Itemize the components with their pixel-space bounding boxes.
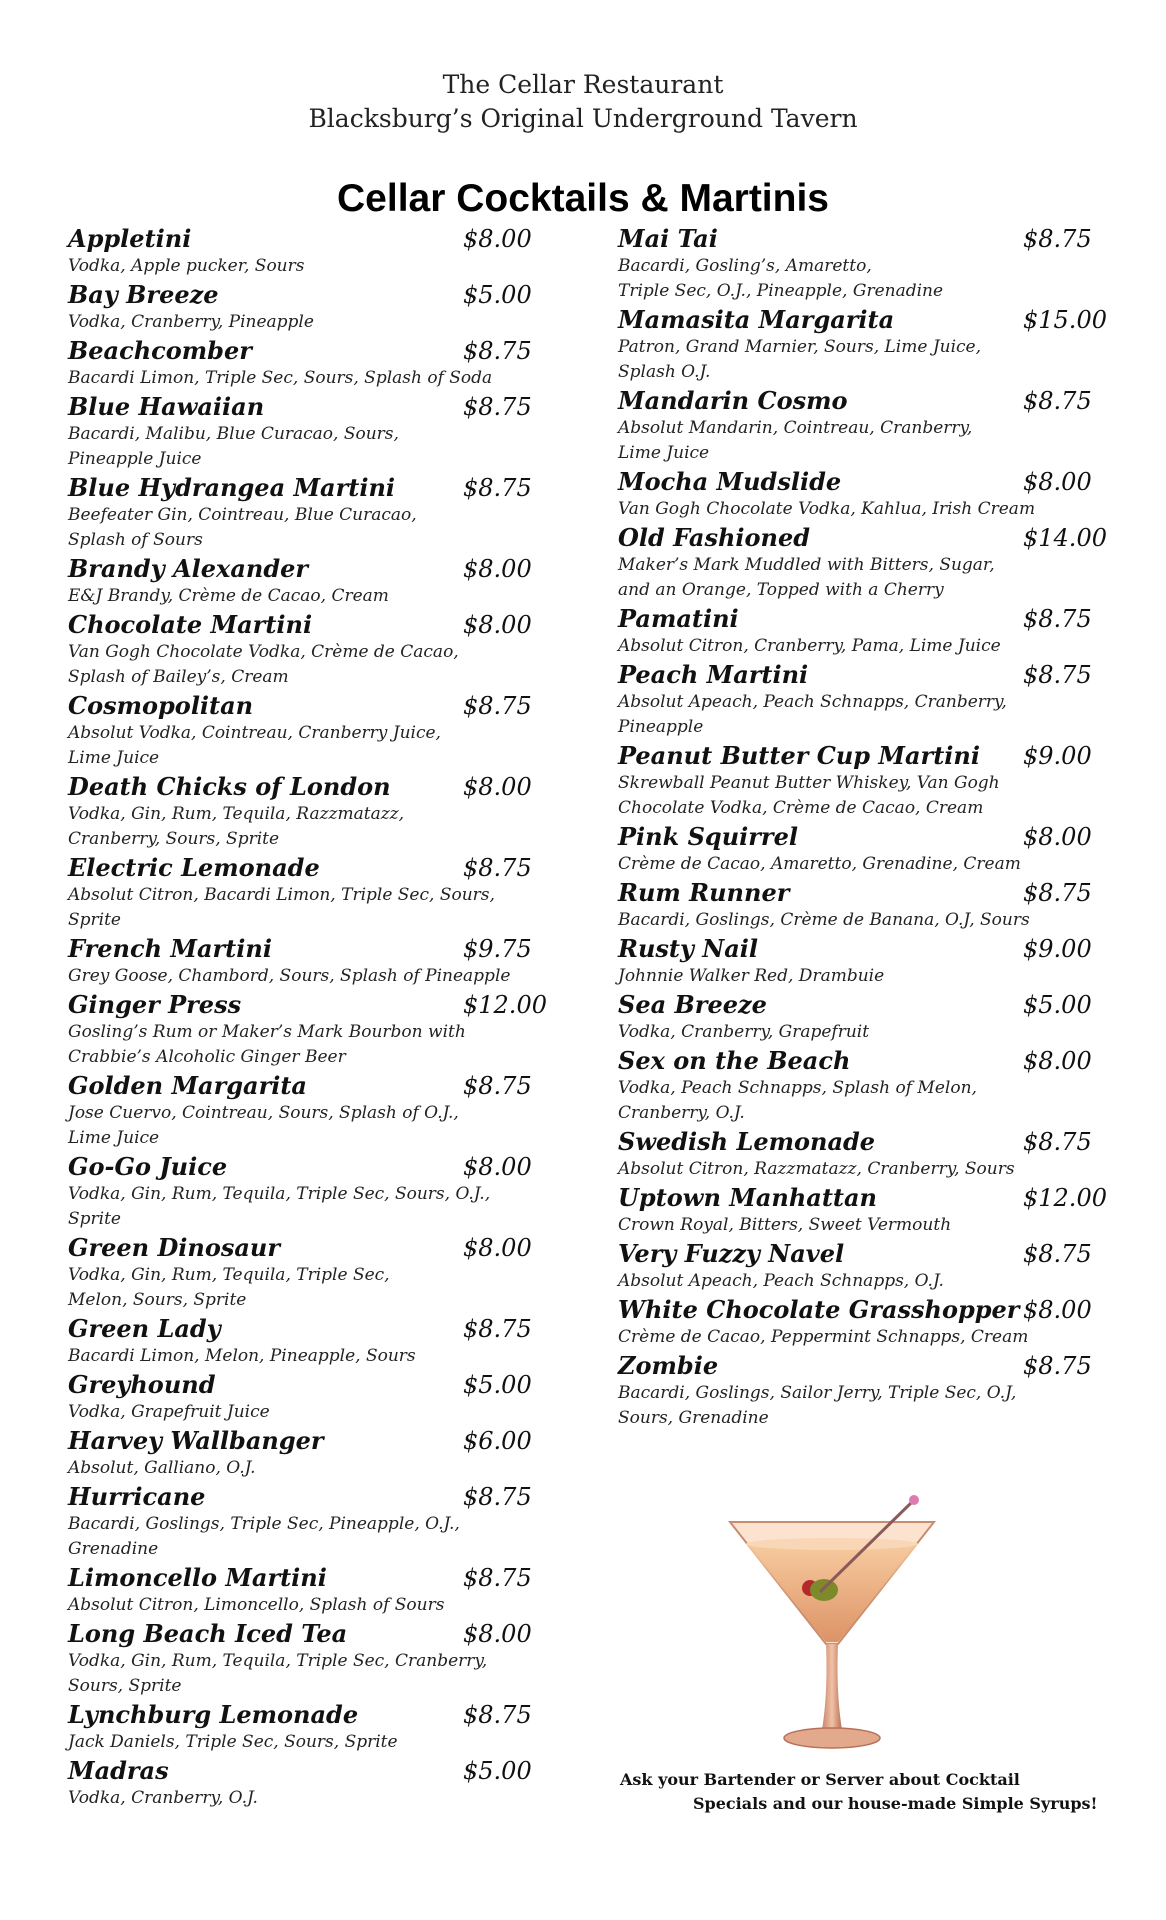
cocktail-name: Uptown Manhattan: [618, 1183, 878, 1212]
cocktail-item: [68, 1071, 548, 1151]
cocktail-ingredients: Johnnie Walker Red, Drambuie: [618, 966, 885, 986]
restaurant-name: The Cellar Restaurant: [442, 70, 724, 99]
cocktail-header: [68, 1071, 548, 1101]
cocktail-item: [68, 1426, 548, 1481]
cocktail-header: [618, 224, 1108, 254]
cocktail-ingredients: Jack Daniels, Triple Sec, Sours, Sprite: [68, 1732, 398, 1752]
cocktail-name: Green Lady: [68, 1314, 221, 1343]
cocktail-header: [68, 990, 548, 1020]
cocktail-ingredients: Vodka, Grapefruit Juice: [68, 1402, 270, 1422]
cocktail-header: [68, 772, 548, 802]
cocktail-price: $8.00: [463, 555, 532, 583]
cocktail-name: Blue Hawaiian: [68, 392, 265, 421]
cocktail-name: Rum Runner: [618, 878, 790, 907]
cocktail-price: $8.75: [1023, 1128, 1092, 1156]
cocktail-item: [618, 1351, 1108, 1431]
cocktail-name: Very Fuzzy Navel: [618, 1239, 845, 1268]
cocktail-header: [68, 1152, 548, 1182]
cocktail-price: $8.75: [463, 1315, 532, 1343]
cocktail-name: Pink Squirrel: [618, 822, 798, 851]
cocktail-header: [68, 1426, 548, 1456]
cocktail-ingredients: Vodka, Peach Schnapps, Splash of Melon, Cranberry, O.J.: [618, 1078, 977, 1123]
cocktail-header: [68, 610, 548, 640]
cocktail-price: $15.00: [1023, 306, 1107, 334]
cocktail-name: Appletini: [68, 224, 192, 253]
cocktail-name: Sex on the Beach: [618, 1046, 851, 1075]
cocktail-ingredients: Vodka, Gin, Rum, Tequila, Triple Sec, Cranberry, Sours, Sprite: [68, 1651, 488, 1696]
cocktail-header: [618, 305, 1108, 335]
cocktail-price: $8.75: [1023, 605, 1092, 633]
cocktail-ingredients: Vodka, Apple pucker, Sours: [68, 256, 305, 276]
cocktail-header: [618, 467, 1108, 497]
cocktail-price: $14.00: [1023, 524, 1107, 552]
cocktail-ingredients: Crown Royal, Bitters, Sweet Vermouth: [618, 1215, 952, 1235]
cocktail-header: [68, 473, 548, 503]
cocktail-item: [618, 1295, 1108, 1350]
cocktail-price: $8.00: [1023, 1047, 1092, 1075]
cocktail-item: [68, 1152, 548, 1232]
cocktail-item: [68, 990, 548, 1070]
cocktail-item: [618, 467, 1108, 522]
menu-title: Cellar Cocktails & Martinis: [337, 177, 829, 220]
cocktail-ingredients: Beefeater Gin, Cointreau, Blue Curacao, Splash of Sours: [68, 505, 417, 550]
cocktail-price: $8.00: [1023, 823, 1092, 851]
cocktail-price: $8.00: [463, 773, 532, 801]
cocktail-name: Peanut Butter Cup Martini: [618, 741, 980, 770]
cocktail-item: [68, 224, 548, 279]
cocktail-name: Go-Go Juice: [68, 1152, 228, 1181]
martini-glass-icon: [712, 1492, 952, 1760]
cocktail-header: [68, 336, 548, 366]
cocktail-ingredients: Crème de Cacao, Amaretto, Grenadine, Cream: [618, 854, 1021, 874]
cocktail-price: $8.75: [463, 1701, 532, 1729]
cocktail-name: Chocolate Martini: [68, 610, 313, 639]
cocktail-name: Green Dinosaur: [68, 1233, 281, 1262]
cocktail-price: $12.00: [1023, 1184, 1107, 1212]
cocktail-item: [618, 1239, 1108, 1294]
cocktail-item: [68, 1563, 548, 1618]
cocktail-price: $8.75: [463, 1564, 532, 1592]
cocktail-ingredients: Absolut Citron, Limoncello, Splash of Sours: [68, 1595, 445, 1615]
cocktail-ingredients: Absolut Citron, Cranberry, Pama, Lime Juice: [618, 636, 1001, 656]
cocktail-name: Limoncello Martini: [68, 1563, 327, 1592]
cocktail-item: [68, 392, 548, 472]
cocktail-ingredients: Vodka, Cranberry, Pineapple: [68, 312, 314, 332]
cocktail-item: [68, 473, 548, 553]
cocktail-item: [68, 934, 548, 989]
cocktail-name: Pamatini: [618, 604, 739, 633]
cocktail-name: Mandarin Cosmo: [618, 386, 848, 415]
cocktail-header: [618, 878, 1108, 908]
cocktail-header: [618, 660, 1108, 690]
cocktail-name: Mocha Mudslide: [618, 467, 842, 496]
cocktail-price: $8.75: [463, 1072, 532, 1100]
cocktail-item: [68, 1756, 548, 1811]
cocktail-ingredients: Jose Cuervo, Cointreau, Sours, Splash of O.J., Lime Juice: [68, 1103, 459, 1148]
cocktail-header: [68, 691, 548, 721]
cocktail-name: Bay Breeze: [68, 280, 219, 309]
restaurant-tagline: Blacksburg’s Original Underground Tavern: [308, 104, 858, 133]
cocktail-price: $9.00: [1023, 935, 1092, 963]
cocktail-ingredients: Bacardi, Goslings, Sailor Jerry, Triple Sec, O.J, Sours, Grenadine: [618, 1383, 1017, 1428]
cocktail-header: [618, 523, 1108, 553]
cocktail-header: [68, 1314, 548, 1344]
cocktail-name: Greyhound: [68, 1370, 216, 1399]
cocktail-header: [618, 1351, 1108, 1381]
cocktail-price: $5.00: [1023, 991, 1092, 1019]
cocktail-item: [618, 523, 1108, 603]
cocktail-ingredients: Vodka, Gin, Rum, Tequila, Triple Sec, Sours, O.J., Sprite: [68, 1184, 491, 1229]
cocktail-item: [68, 280, 548, 335]
restaurant-header: [0, 68, 1166, 136]
cocktail-name: Sea Breeze: [618, 990, 767, 1019]
cocktail-price: $8.75: [1023, 661, 1092, 689]
cocktail-name: Beachcomber: [68, 336, 252, 365]
cocktail-header: [68, 1756, 548, 1786]
cocktail-ingredients: Bacardi, Goslings, Triple Sec, Pineapple, O.J., Grenadine: [68, 1514, 460, 1559]
cocktail-price: $8.75: [463, 337, 532, 365]
cocktail-header: [68, 1233, 548, 1263]
cocktail-price: $8.75: [1023, 225, 1092, 253]
cocktail-ingredients: Bacardi Limon, Melon, Pineapple, Sours: [68, 1346, 416, 1366]
cocktail-price: $8.75: [1023, 879, 1092, 907]
cocktail-item: [68, 1700, 548, 1755]
cocktail-price: $8.75: [463, 692, 532, 720]
cocktail-item: [618, 660, 1108, 740]
cocktail-name: Swedish Lemonade: [618, 1127, 876, 1156]
cocktail-name: Hurricane: [68, 1482, 206, 1511]
cocktail-item: [618, 386, 1108, 466]
cocktail-header: [68, 1619, 548, 1649]
cocktail-ingredients: Van Gogh Chocolate Vodka, Kahlua, Irish Cream: [618, 499, 1036, 519]
cocktail-item: [618, 224, 1108, 304]
cocktail-list-left: [68, 224, 548, 1812]
cocktail-header: [618, 386, 1108, 416]
cocktail-item: [618, 1127, 1108, 1182]
cocktail-price: $8.00: [463, 1153, 532, 1181]
cocktail-name: Brandy Alexander: [68, 554, 309, 583]
cocktail-header: [618, 934, 1108, 964]
cocktail-price: $8.00: [1023, 468, 1092, 496]
cocktail-price: $8.00: [463, 1234, 532, 1262]
cocktail-ingredients: E&J Brandy, Crème de Cacao, Cream: [68, 586, 389, 606]
cocktail-header: [68, 392, 548, 422]
cocktail-name: Electric Lemonade: [68, 853, 320, 882]
cocktail-header: [618, 1046, 1108, 1076]
cocktail-name: Death Chicks of London: [68, 772, 391, 801]
cocktail-price: $8.00: [1023, 1296, 1092, 1324]
cocktail-item: [68, 772, 548, 852]
cocktail-item: [68, 1233, 548, 1313]
cocktail-name: Peach Martini: [618, 660, 809, 689]
cocktail-item: [618, 1183, 1108, 1238]
cocktail-item: [618, 878, 1108, 933]
cocktail-name: Mai Tai: [618, 224, 718, 253]
cocktail-ingredients: Absolut Vodka, Cointreau, Cranberry Juice, Lime Juice: [68, 723, 441, 768]
cocktail-item: [618, 741, 1108, 821]
cocktail-item: [618, 604, 1108, 659]
cocktail-header: [68, 1700, 548, 1730]
cocktail-ingredients: Vodka, Cranberry, O.J.: [68, 1788, 258, 1808]
cocktail-name: White Chocolate Grasshopper: [618, 1295, 1020, 1324]
cocktail-ingredients: Vodka, Cranberry, Grapefruit: [618, 1022, 870, 1042]
cocktail-header: [68, 1482, 548, 1512]
cocktail-price: $5.00: [463, 281, 532, 309]
cocktail-item: [68, 853, 548, 933]
cocktail-header: [618, 1295, 1108, 1325]
cocktail-item: [618, 1046, 1108, 1126]
cocktail-name: Cosmopolitan: [68, 691, 254, 720]
cocktail-ingredients: Absolut Apeach, Peach Schnapps, O.J.: [618, 1271, 944, 1291]
cocktail-item: [618, 305, 1108, 385]
cocktail-item: [68, 1314, 548, 1369]
cocktail-ingredients: Bacardi Limon, Triple Sec, Sours, Splash of Soda: [68, 368, 493, 388]
cocktail-item: [68, 1370, 548, 1425]
cocktail-name: Ginger Press: [68, 990, 242, 1019]
cocktail-ingredients: Bacardi, Goslings, Crème de Banana, O.J, Sours: [618, 910, 1030, 930]
cocktail-name: Long Beach Iced Tea: [68, 1619, 348, 1648]
cocktail-header: [68, 853, 548, 883]
cocktail-ingredients: Patron, Grand Marnier, Sours, Lime Juice, Splash O.J.: [618, 337, 982, 382]
cocktail-price: $8.75: [463, 393, 532, 421]
cocktail-ingredients: Crème de Cacao, Peppermint Schnapps, Cream: [618, 1327, 1029, 1347]
cocktail-name: Mamasita Margarita: [618, 305, 895, 334]
cocktail-price: $8.00: [463, 611, 532, 639]
cocktail-header: [68, 554, 548, 584]
cocktail-price: $8.00: [463, 1620, 532, 1648]
cocktail-item: [618, 822, 1108, 877]
cocktail-item: [618, 934, 1108, 989]
cocktail-price: $12.00: [463, 991, 547, 1019]
cocktail-ingredients: Skrewball Peanut Butter Whiskey, Van Gogh Chocolate Vodka, Crème de Cacao, Cream: [618, 773, 1000, 818]
cocktail-header: [618, 1127, 1108, 1157]
cocktail-ingredients: Vodka, Gin, Rum, Tequila, Razzmatazz, Cranberry, Sours, Sprite: [68, 804, 405, 849]
cocktail-price: $8.75: [1023, 387, 1092, 415]
cocktail-price: $8.75: [1023, 1240, 1092, 1268]
cocktail-price: $9.00: [1023, 742, 1092, 770]
cocktail-name: Rusty Nail: [618, 934, 759, 963]
cocktail-ingredients: Absolut, Galliano, O.J.: [68, 1458, 256, 1478]
cocktail-header: [618, 990, 1108, 1020]
footer-note: [620, 1768, 1120, 1816]
cocktail-name: French Martini: [68, 934, 272, 963]
cocktail-item: [68, 691, 548, 771]
cocktail-name: Zombie: [618, 1351, 719, 1380]
cocktail-name: Old Fashioned: [618, 523, 811, 552]
cocktail-header: [68, 1370, 548, 1400]
cocktail-ingredients: Gosling’s Rum or Maker’s Mark Bourbon with Crabbie’s Alcoholic Ginger Beer: [68, 1022, 466, 1067]
cocktail-header: [68, 280, 548, 310]
footer-line-1: Ask your Bartender or Server about Cocktail: [620, 1770, 1020, 1789]
cocktail-name: Golden Margarita: [68, 1071, 307, 1100]
cocktail-ingredients: Absolut Citron, Razzmatazz, Cranberry, Sours: [618, 1159, 1015, 1179]
cocktail-name: Madras: [68, 1756, 169, 1785]
cocktail-price: $5.00: [463, 1757, 532, 1785]
cocktail-header: [68, 934, 548, 964]
cocktail-header: [618, 1239, 1108, 1269]
cocktail-price: $8.75: [463, 474, 532, 502]
cocktail-header: [618, 822, 1108, 852]
cocktail-ingredients: Absolut Apeach, Peach Schnapps, Cranberry, Pineapple: [618, 692, 1007, 737]
cocktail-price: $8.75: [1023, 1352, 1092, 1380]
cocktail-item: [68, 1482, 548, 1562]
cocktail-price: $6.00: [463, 1427, 532, 1455]
cocktail-header: [618, 741, 1108, 771]
cocktail-name: Lynchburg Lemonade: [68, 1700, 359, 1729]
cocktail-item: [618, 990, 1108, 1045]
cocktail-price: $8.00: [463, 225, 532, 253]
cocktail-name: Blue Hydrangea Martini: [68, 473, 396, 502]
cocktail-price: $8.75: [463, 854, 532, 882]
cocktail-ingredients: Vodka, Gin, Rum, Tequila, Triple Sec, Melon, Sours, Sprite: [68, 1265, 390, 1310]
cocktail-name: Harvey Wallbanger: [68, 1426, 324, 1455]
cocktail-header: [68, 224, 548, 254]
cocktail-header: [68, 1563, 548, 1593]
cocktail-ingredients: Van Gogh Chocolate Vodka, Crème de Cacao, Splash of Bailey’s, Cream: [68, 642, 459, 687]
cocktail-item: [68, 610, 548, 690]
cocktail-price: $8.75: [463, 1483, 532, 1511]
cocktail-ingredients: Bacardi, Malibu, Blue Curacao, Sours, Pineapple Juice: [68, 424, 399, 469]
cocktail-ingredients: Bacardi, Gosling’s, Amaretto, Triple Sec, O.J., Pineapple, Grenadine: [618, 256, 944, 301]
cocktail-ingredients: Absolut Mandarin, Cointreau, Cranberry, Lime Juice: [618, 418, 973, 463]
cocktail-header: [618, 1183, 1108, 1213]
cocktail-ingredients: Absolut Citron, Bacardi Limon, Triple Sec, Sours, Sprite: [68, 885, 495, 930]
cocktail-price: $9.75: [463, 935, 532, 963]
cocktail-ingredients: Maker’s Mark Muddled with Bitters, Sugar, and an Orange, Topped with a Cherry: [618, 555, 995, 600]
cocktail-item: [68, 1619, 548, 1699]
cocktail-list-right: [618, 224, 1108, 1432]
cocktail-ingredients: Grey Goose, Chambord, Sours, Splash of Pineapple: [68, 966, 511, 986]
cocktail-item: [68, 336, 548, 391]
cocktail-header: [618, 604, 1108, 634]
cocktail-item: [68, 554, 548, 609]
cocktail-price: $5.00: [463, 1371, 532, 1399]
footer-line-2: Specials and our house-made Simple Syrups!: [693, 1794, 1098, 1813]
